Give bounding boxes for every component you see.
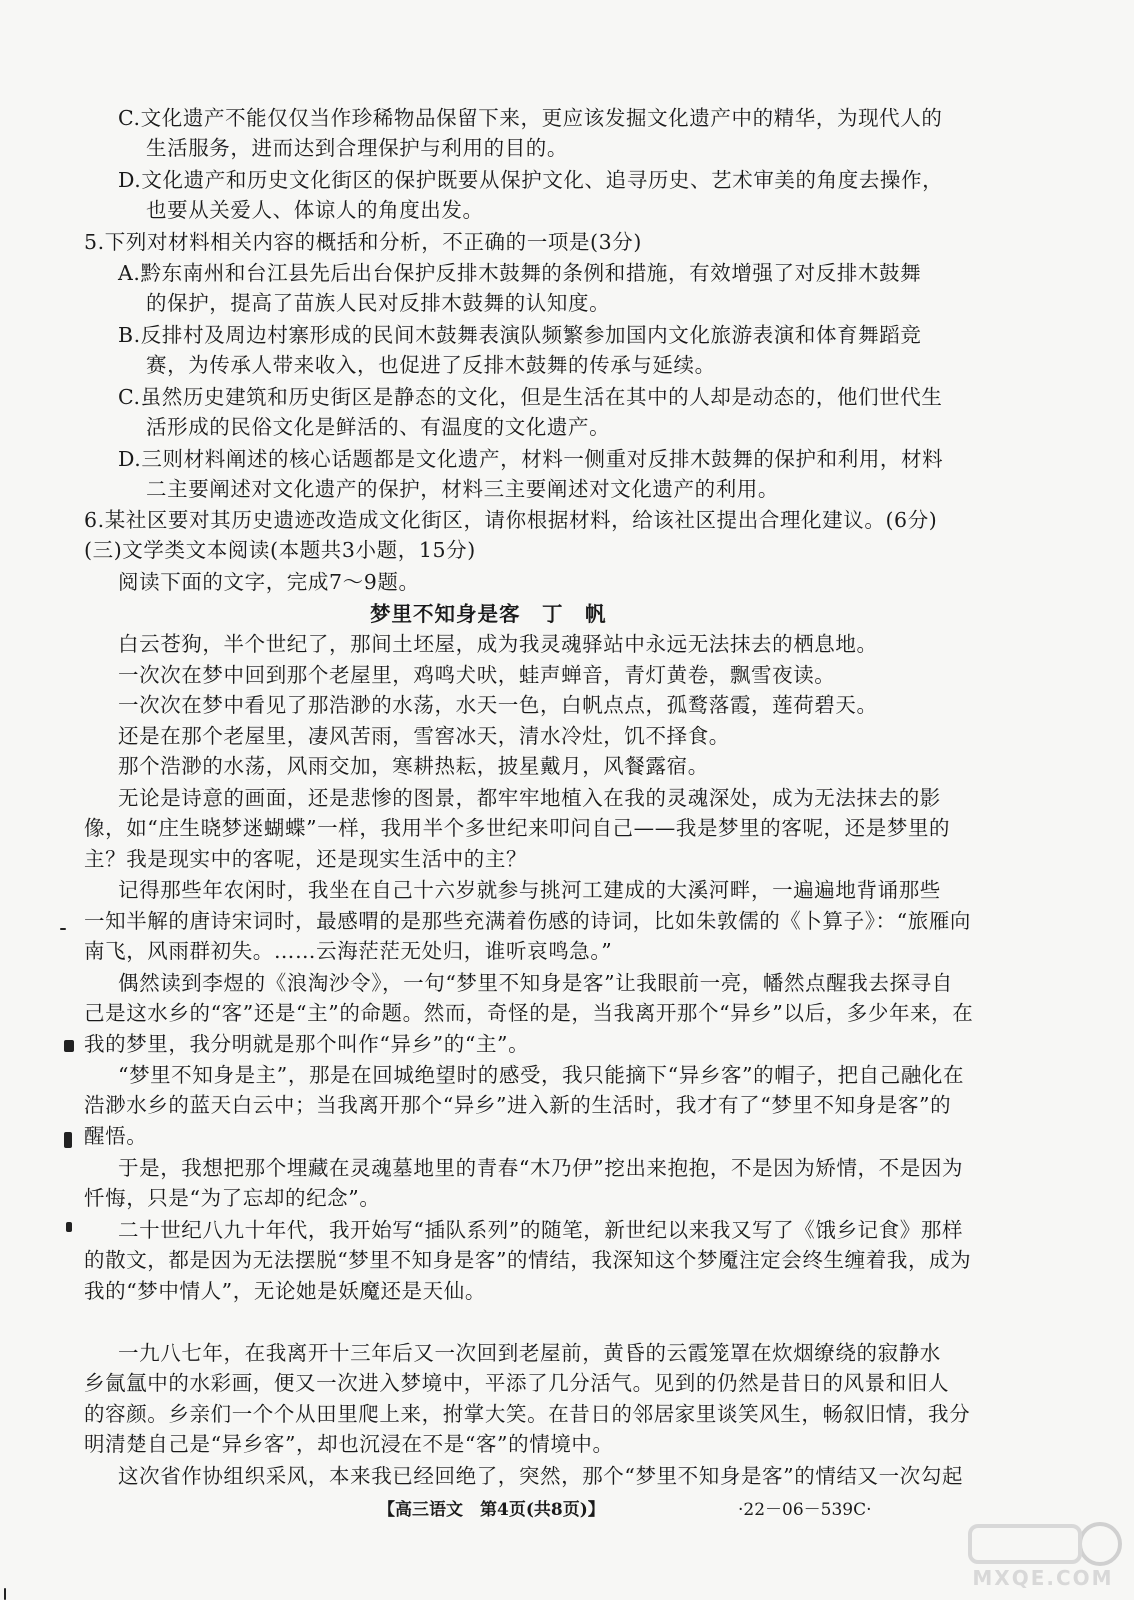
- text-line: 主？我是现实中的客呢，还是现实生活中的主？: [84, 847, 528, 871]
- text-line: 二十世纪八九十年代，我开始写“插队系列”的随笔，新世纪以来我又写了《饿乡记食》那样: [118, 1218, 964, 1242]
- text-line: C.虽然历史建筑和历史街区是静态的文化，但是生活在其中的人却是动态的，他们世代生: [118, 385, 943, 409]
- scan-speck: [66, 1222, 72, 1232]
- text-line: 那个浩渺的水荡，风雨交加，寒耕热耘，披星戴月，风餐露宿。: [118, 754, 709, 778]
- page-footer-code: ·22－06－539C·: [738, 1500, 872, 1520]
- text-line: 于是，我想把那个埋藏在灵魂墓地里的青春“木乃伊”挖出来抱抱，不是因为矫情，不是因为: [118, 1156, 964, 1180]
- watermark-logo: [960, 1520, 1126, 1592]
- text-line: 的容颜。乡亲们一个个从田里爬上来，拊掌大笑。在昔日的邻居家里谈笑风生，畅叙旧情，我分: [84, 1402, 971, 1426]
- text-line: 生活服务，进而达到合理保护与利用的目的。: [146, 136, 568, 160]
- text-line: 明清楚自己是“异乡客”，却也沉浸在不是“客”的情境中。: [84, 1432, 614, 1456]
- text-line: 白云苍狗，半个世纪了，那间土坯屋，成为我灵魂驿站中永远无法抹去的栖息地。: [118, 632, 878, 656]
- watermark-icon: [960, 1520, 1126, 1570]
- text-line: A.黔东南州和台江县先后出台保护反排木鼓舞的条例和措施，有效增强了对反排木鼓舞: [118, 261, 922, 285]
- text-line: 乡氤氲中的水彩画，便又一次进入梦境中，平添了几分活气。见到的仍然是昔日的风景和旧人: [84, 1371, 950, 1395]
- scan-speck: [60, 928, 66, 930]
- passage-title: 梦里不知身是客 丁 帆: [370, 602, 607, 626]
- text-line: 醒悟。: [84, 1124, 148, 1148]
- text-line: 我的梦里，我分明就是那个叫作“异乡”的“主”。: [84, 1032, 530, 1056]
- text-line: 一九八七年，在我离开十三年后又一次回到老屋前，黄昏的云霞笼罩在炊烟缭绕的寂静水: [118, 1341, 941, 1365]
- page-footer-title: 【高三语文 第4页(共8页)】: [378, 1500, 605, 1520]
- scan-speck: [64, 1040, 74, 1052]
- text-line: (三)文学类文本阅读(本题共3小题，15分): [84, 538, 476, 562]
- text-line: 一知半解的唐诗宋词时，最感喟的是那些充满着伤感的诗词，比如朱敦儒的《卜算子》：“旅雁向: [84, 909, 972, 933]
- text-line: 活形成的民俗文化是鲜活的、有温度的文化遗产。: [146, 415, 611, 439]
- text-line: 6.某社区要对其历史遗迹改造成文化街区，请你根据材料，给该社区提出合理化建议。(6分): [84, 508, 938, 532]
- text-line: 赛，为传承人带来收入，也促进了反排木鼓舞的传承与延续。: [146, 353, 716, 377]
- text-line: “梦里不知身是主”，那是在回城绝望时的感受，我只能摘下“异乡客”的帽子，把自己融化在: [118, 1063, 965, 1087]
- text-line: 无论是诗意的画面，还是悲惨的图景，都牢牢地植入在我的灵魂深处，成为无法抹去的影: [118, 786, 941, 810]
- text-line: 的散文，都是因为无法摆脱“梦里不知身是客”的情结，我深知这个梦魇注定会终生缠着我，成为: [84, 1248, 972, 1272]
- scan-speck: [64, 1132, 72, 1148]
- text-line: 南飞，风雨群初失。……云海茫茫无处归，谁听哀鸣急。”: [84, 939, 613, 963]
- watermark-text: MXQE.COM: [972, 1566, 1114, 1590]
- text-line: D.文化遗产和历史文化街区的保护既要从保护文化、追寻历史、艺术审美的角度去操作，: [118, 168, 944, 192]
- text-line: 阅读下面的文字，完成7～9题。: [118, 570, 420, 594]
- text-line: 偶然读到李煜的《浪淘沙令》，一句“梦里不知身是客”让我眼前一亮，幡然点醒我去探寻自: [118, 971, 953, 995]
- text-line: 我的“梦中情人”，无论她是妖魔还是天仙。: [84, 1279, 486, 1303]
- text-line: 一次次在梦中看见了那浩渺的水荡，水天一色，白帆点点，孤鹜落霞，莲荷碧天。: [118, 693, 878, 717]
- text-line: D.三则材料阐述的核心话题都是文化遗产，材料一侧重对反排木鼓舞的保护和利用，材料: [118, 447, 944, 471]
- text-line: C.文化遗产不能仅仅当作珍稀物品保留下来，更应该发掘文化遗产中的精华，为现代人的: [118, 106, 943, 130]
- text-line: 己是这水乡的“客”还是“主”的命题。然而，奇怪的是，当我离开那个“异乡”以后，多少年来，在: [84, 1001, 974, 1025]
- text-line: 浩渺水乡的蓝天白云中；当我离开那个“异乡”进入新的生活时，我才有了“梦里不知身是客”的: [84, 1093, 952, 1117]
- text-line: 像，如“庄生晓梦迷蝴蝶”一样，我用半个多世纪来叩问自己——我是梦里的客呢，还是梦里的: [84, 816, 951, 840]
- scan-speck: [4, 1588, 6, 1600]
- text-line: 一次次在梦中回到那个老屋里，鸡鸣犬吠，蛙声蝉音，青灯黄卷，飘雪夜读。: [118, 663, 836, 687]
- text-line: 的保护，提高了苗族人民对反排木鼓舞的认知度。: [146, 291, 611, 315]
- text-line: 忏悔，只是“为了忘却的纪念”。: [84, 1186, 381, 1210]
- text-line: 还是在那个老屋里，凄风苦雨，雪窖冰天，清水冷灶，饥不择食。: [118, 724, 730, 748]
- text-line: 记得那些年农闲时，我坐在自己十六岁就参与挑河工建成的大溪河畔，一遍遍地背诵那些: [118, 878, 941, 902]
- text-line: B.反排村及周边村寨形成的民间木鼓舞表演队频繁参加国内文化旅游表演和体育舞蹈竞: [118, 323, 922, 347]
- text-line: 这次省作协组织采风，本来我已经回绝了，突然，那个“梦里不知身是客”的情结又一次勾起: [118, 1464, 964, 1488]
- text-line: 二主要阐述对文化遗产的保护，材料三主要阐述对文化遗产的利用。: [146, 477, 779, 501]
- text-line: 也要从关爱人、体谅人的角度出发。: [146, 198, 484, 222]
- text-line: 5.下列对材料相关内容的概括和分析，不正确的一项是(3分): [84, 230, 642, 254]
